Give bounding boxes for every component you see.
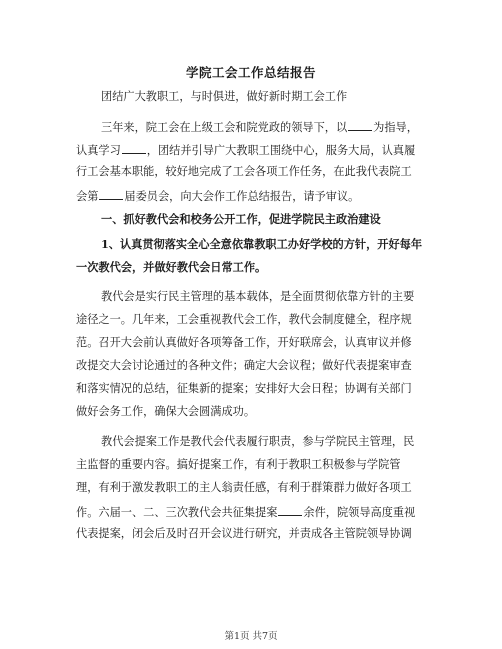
body-line <box>76 527 412 541</box>
body-line <box>76 458 400 472</box>
body-line <box>76 336 412 350</box>
line-text: 团结广大教职工，与时俱进，做好新时期工会工作 <box>101 90 348 103</box>
page-title: 学院工会工作总结报告 <box>185 65 316 80</box>
fill-in-blank <box>99 188 123 200</box>
line-text: 理，有利于激发教职工的主人翁责任感，有利于群策群力做好各项工 <box>76 481 412 494</box>
fill-in-blank <box>348 119 372 131</box>
line-text: 行工会基本职能，较好地完成了工会各项工作任务，在此我代表院工 <box>76 165 412 178</box>
line-text-suffix: 余件，院领导高度重视 <box>303 506 416 519</box>
line-text-suffix: 届委员会，向大会作工作总结报告，请予审议。 <box>124 190 360 203</box>
line-text: 改提交大会讨论通过的各种文件；确定大会议程；做好代表提案审查 <box>76 359 412 372</box>
page-footer: 第1页 共7页 <box>224 631 278 642</box>
body-line <box>101 237 422 251</box>
line-text: 做好会务工作，确保大会圆满成功。 <box>76 405 256 418</box>
body-line <box>76 313 412 327</box>
body-line <box>76 188 359 204</box>
line-text-suffix: 为指导， <box>373 121 418 134</box>
line-text: 范。召开大会前认真做好各项筹备工作，开好联席会，认真审议并修 <box>76 336 412 349</box>
line-text: 途径之一。几年来，工会重视教代会工作，教代会制度健全，程序规 <box>76 313 412 326</box>
body-line <box>76 260 266 274</box>
line-text-suffix: ，团结并引导广大教职工围绕中心，服务大局，认真履 <box>146 144 416 157</box>
line-text: 代表提案，闭会后及时召开会议进行研究，并责成各主管院领导协调 <box>76 527 412 540</box>
line-text: 主监督的重要内容。搞好提案工作，有利于教职工积极参与学院管 <box>76 458 401 471</box>
body-line <box>101 119 418 135</box>
body-line <box>76 481 412 495</box>
line-text: 作。六届一、二、三次教代会共征集提案 <box>76 506 278 519</box>
body-line <box>76 142 415 158</box>
body-line <box>76 504 415 520</box>
line-text: 和落实情况的总结，征集新的提案；安排好大会日程；协调有关部门 <box>76 382 412 395</box>
fill-in-blank <box>278 504 302 516</box>
line-text: 三年来，院工会在上级工会和院党政的领导下，以 <box>101 121 348 134</box>
fill-in-blank <box>122 142 146 154</box>
body-line <box>101 290 414 304</box>
line-text: 教代会提案工作是教代会代表履行职责，参与学院民主管理，民 <box>101 435 415 448</box>
line-text: 一、抓好教代会和校务公开工作，促进学院民主政治建设 <box>101 212 381 226</box>
body-line <box>101 435 414 449</box>
line-text: 认真学习 <box>76 144 121 157</box>
body-line <box>76 382 412 396</box>
line-text: 教代会是实行民主管理的基本载体，是全面贯彻依靠方针的主要 <box>101 290 415 303</box>
line-text: 会第 <box>76 190 99 203</box>
body-line <box>76 359 412 373</box>
line-text: 一次教代会，并做好教代会日常工作。 <box>76 260 267 274</box>
body-line <box>76 165 412 179</box>
body-line <box>101 212 381 226</box>
body-line <box>76 405 255 419</box>
line-text: 1、认真贯彻落实全心全意依靠教职工办好学校的方针，开好每年 <box>101 237 423 251</box>
body-line <box>101 90 347 104</box>
